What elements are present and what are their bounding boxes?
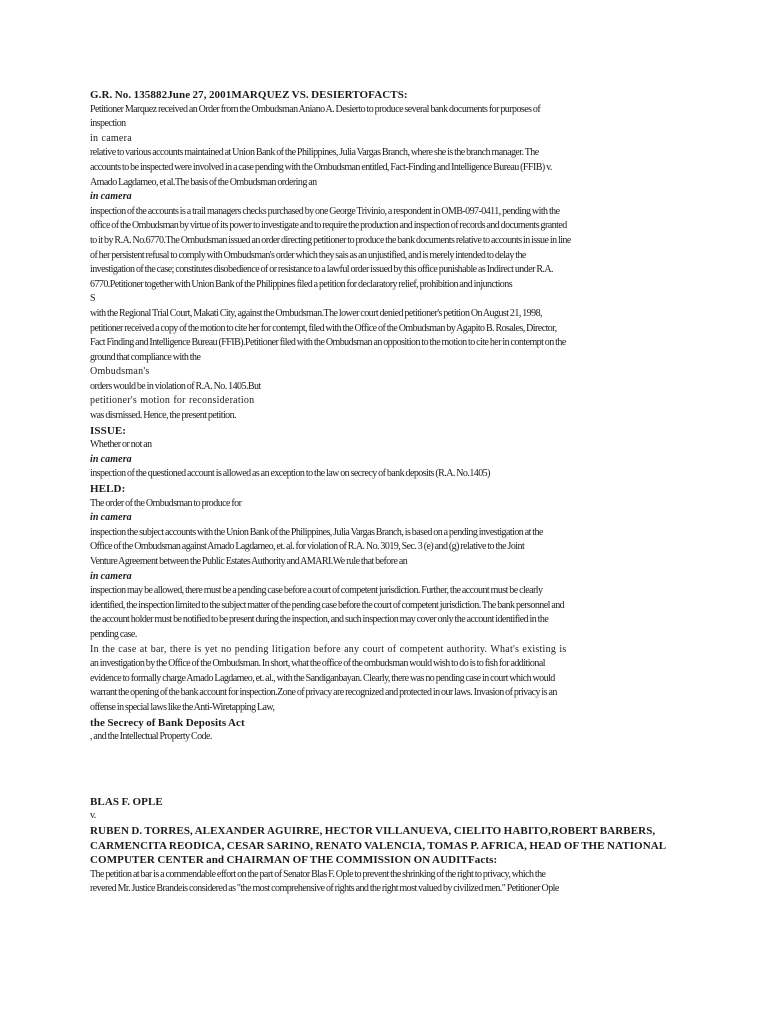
facts-line: 6770.Petitioner together with Union Bank of the Philippines filed a petition for declaratory relief, prohibition and injunctions: [90, 278, 513, 290]
facts-line: Petitioner Marquez received an Order from the Ombudsman Aniano A. Desierto to produce several bank documents for purposes of: [90, 103, 541, 115]
case-title: G.R. No. 135882June 27, 2001MARQUEZ VS. DESIERTOFACTS:: [90, 89, 408, 101]
facts-line: accounts to be inspected were involved in a case pending with the Ombudsman entitled, Fact-Finding and Intelligence Bureau (FFIB) v.: [90, 161, 552, 173]
held-line: evidence to formally charge Amado Lagdameo, et. al., with the Sandiganbayan. Clearly, there was no pending case in court which would: [90, 672, 555, 684]
issue-line: Whether or not an: [90, 439, 152, 451]
case2-versus: v.: [90, 810, 96, 822]
in-camera-emphasis: in camera: [90, 512, 132, 524]
facts-line-spaced: Ombudsman's: [90, 366, 150, 378]
case2-respondents-line: COMPUTER CENTER and CHAIRMAN OF THE COMMISSION ON AUDITFacts:: [90, 854, 498, 867]
facts-line: S: [90, 293, 96, 305]
facts-line: of her persistent refusal to comply with Ombudsman's order which they sais as an unjustified, and is merely intended to delay the: [90, 249, 526, 261]
held-heading: HELD:: [90, 483, 126, 496]
case2-respondents-line: CARMENCITA REODICA, CESAR SARINO, RENATO VALENCIA, TOMAS P. AFRICA, HEAD OF THE NATIONAL: [90, 839, 667, 852]
facts-line-spaced: petitioner's motion for reconsideration: [90, 395, 255, 407]
held-line: an investigation by the Office of the Ombudsman. In short, what the office of the ombudsman would wish to do is to fish for additional: [90, 658, 545, 670]
facts-line: Amado Lagdameo, et al.The basis of the Ombudsman ordering an: [90, 176, 317, 188]
facts-line: investigation of the case; constitutes disobedience of or resistance to a lawful order issued by this office punishable as Indirect under R.A.: [90, 264, 554, 276]
case2-petitioner: BLAS F. OPLE: [90, 795, 163, 808]
held-line-spaced: In the case at bar, there is yet no pending litigation before any court of competent authority. What's existing is: [90, 643, 567, 655]
held-line: inspection the subject accounts with the Union Bank of the Philippines, Julia Vargas Branch, is based on a pending investigation at the: [90, 526, 543, 538]
facts-line: with the Regional Trial Court, Makati City, against the Ombudsman.The lower court denied petitioner's petition On August 21, 1998,: [90, 307, 542, 319]
held-line: identified, the inspection limited to the subject matter of the pending case before the court of competent jurisdiction. The bank personnel and: [90, 599, 565, 611]
facts-line: inspection: [90, 118, 126, 130]
facts-line: Fact Finding and Intelligence Bureau (FFIB).Petitioner filed with the Ombudsman an opposition to the motion to cite her in contempt on the: [90, 337, 566, 349]
case2-facts-line: The petition at bar is a commendable effort on the part of Senator Blas F. Ople to prevent the shrinking of the right to privacy, which the: [90, 868, 546, 880]
in-camera-emphasis: in camera: [90, 570, 132, 582]
held-line: , and the Intellectual Property Code.: [90, 731, 212, 743]
facts-line: orders would be in violation of R.A. No. 1405.But: [90, 380, 261, 392]
in-camera-emphasis: in camera: [90, 453, 132, 465]
held-line: The order of the Ombudsman to produce for: [90, 497, 242, 509]
held-line: offense in special laws like the Anti-Wiretapping Law,: [90, 701, 275, 713]
facts-line: relative to various accounts maintained at Union Bank of the Philippines, Julia Vargas Branch, where she is the branch manager. The: [90, 147, 539, 159]
held-line: warrant the opening of the bank account for inspection.Zone of privacy are recognized and protected in our laws. Invasion of privacy is an: [90, 687, 557, 699]
facts-line: petitioner received a copy of the motion to cite her for contempt, filed with the Office of the Ombudsman by Agapito B. Rosales, Director,: [90, 322, 557, 334]
facts-line: was dismissed. Hence, the present petition.: [90, 410, 237, 422]
held-line: the account holder must be notified to be present during the inspection, and such inspection may cover only the account identified in the: [90, 614, 549, 626]
facts-line: office of the Ombudsman by virtue of its power to investigate and to require the production and inspection of records and documents granted: [90, 220, 567, 232]
held-line: Venture Agreement between the Public Estates Authority and AMARI.We rule that before an: [90, 556, 408, 567]
held-line: pending case.: [90, 628, 137, 640]
document-page: [90, 88, 690, 897]
case2-respondents-line: RUBEN D. TORRES, ALEXANDER AGUIRRE, HECTOR VILLANUEVA, CIELITO HABITO,ROBERT BARBERS,: [90, 824, 656, 837]
facts-line-spaced: in camera: [90, 132, 132, 144]
issue-line: inspection of the questioned account is allowed as an exception to the law on secrecy of bank deposits (R.A. No.1405): [90, 468, 490, 480]
case2-facts-line: revered Mr. Justice Brandeis considered as "the most comprehensive of rights and the right most valued by civilized men." Petitioner Ople: [90, 883, 559, 895]
facts-line: to it by R.A. No.6770.The Ombudsman issued an order directing petitioner to produce the bank documents relative to accounts in issue in line: [90, 234, 571, 246]
held-line: inspection may be allowed, there must be a pending case before a court of competent jurisdiction. Further, the account must be clearly: [90, 585, 543, 597]
in-camera-emphasis: in camera: [90, 191, 132, 203]
law-title-emphasis: the Secrecy of Bank Deposits Act: [90, 716, 245, 729]
section-spacer: [90, 745, 690, 795]
facts-line: ground that compliance with the: [90, 351, 201, 363]
issue-heading: ISSUE:: [90, 424, 127, 437]
held-line: Office of the Ombudsman against Amado Lagdameo, et. al. for violation of R.A. No. 3019, Sec. 3 (e) and (g) relative to the Joint: [90, 541, 525, 553]
facts-line: inspection of the accounts is a trail managers checks purchased by one George Trivinio, a respondent in OMB-097-0411, pending with the: [90, 205, 560, 217]
